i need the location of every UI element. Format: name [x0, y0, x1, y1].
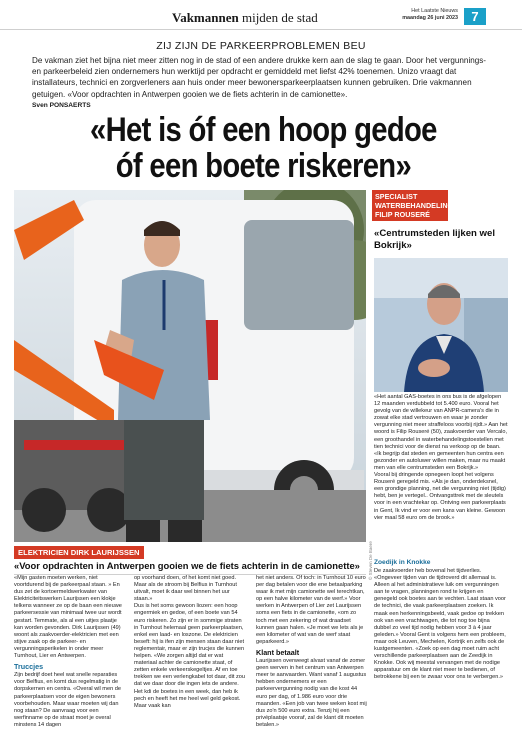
- headline-line-2: óf een boete riskeren»: [115, 147, 412, 185]
- photo-label: ELEKTRICIEN DIRK LAURIJSSEN: [14, 546, 144, 559]
- photo-quote: «Voor opdrachten in Antwerpen gooien we de fiets achterin in de camionette»: [14, 560, 366, 575]
- article-kicker: ZIJ ZIJN DE PARKEERPROBLEMEN BEU: [156, 40, 366, 52]
- main-photo: [14, 190, 366, 542]
- sidebar-subheading: Zoedijk in Knokke: [374, 559, 431, 566]
- paragraph: Zijn bedrijf doet heel wat snelle reparaties voor Belfius, en komt dus regelmatig in de dorpskernen en centra. «Overal wil men de parkeerplaatsen voor de eigen bewoners voorbehouden. Maar waar moeten wij dan nog staan? De aanvraag voor een werfinname op de straat moet je overal minstens 14 dagen: [14, 672, 121, 728]
- photo-specialist-portrait: [374, 258, 508, 392]
- paragraph: Vooral bij dringende opnegeen loopt het volgens Rouseré geregeld mis. «Als je dan, onderdeksnel, een grondige planning, net die vergunning niet (tijdig) hebt, ben je vertegel.. Ontvangsttrek met de sleutels voor in een vrachtekar op. Ontving een parkeerplaats in Gent, Ik vind er voor een kans van kleine. Gewoon vier maal 58 euro om de brook.»: [374, 472, 506, 521]
- section-title: Vakmannen mijden de stad: [172, 10, 318, 25]
- article-column-1: [14, 575, 126, 729]
- page-number: 7: [464, 8, 486, 25]
- article-lead: De vakman ziet het bijna niet meer zitten nog in de stad of een andere drukke kern aan de slag te gaan. Door het vergunnings- en parkeerbeleid zien ondernemers hun werktijd per opdracht er gemiddeld met liefst 42% toenemen. Unizo vraagt dat installateurs, technici en zorgverleners aan huis onder meer bewonersparkeerplaatsen kunnen gebruiken. Drie vakmannen getuigen. «Voor opdrachten in Antwerpen gooien we de fiets achterin in de camionette».: [32, 56, 486, 99]
- masthead: [0, 0, 522, 30]
- sidebar-text: [374, 394, 508, 522]
- headline-line-1: «Het is óf een hoop gedoe: [90, 111, 437, 149]
- sidebar-text-2: [374, 568, 508, 682]
- paragraph: «Mijn gasten moeten werken, niet voortdurend bij de parkeerpaal staan. » En dus zet de kortoermeldwerkwater van Elektriciteitswerken Laurijssen een klokje telkens wanneer ze op de baan een nieuwe parkeersessie van minimaal twee uur wordt gestart. Temmate, als al een uitjes plaatje kan worden gevonden. Dirk Laurijssen (49) woont als zaakvoerder-elektricien met een stijve zaak op de parkeer- en vergunningsperikelen in onder meer Turnhout, Lier en Antwerpen.: [14, 575, 122, 660]
- article-column-3: [256, 575, 368, 729]
- paper-name: Het Laatste Nieuws: [411, 8, 458, 14]
- subheading: Klant betaalt: [256, 647, 300, 657]
- sidebar-photo: [374, 258, 508, 392]
- paragraph: Laurijssen overweegt alvast vanaf de zomer geen werven in het centrum van Antwerpen meer te aanvaarden. Want vanaf 1 augustus hebben ondernemers er een parkeervergunning nodig van die kost 44 euro per dag, of 1.986 euro voor drie maanden. «Een job van twee weken kost mij dus zo'n 500 euro extra. Tenzij hij een privéplaatsje vooraf, zal de klant dit moeten betalen.»: [256, 658, 367, 728]
- paper-info: [392, 8, 458, 22]
- photo-electrician-with-van: [14, 190, 366, 542]
- paragraph: Dus is het soms gewoon liozen: een hoop engermiek en gedoe, of een boete van 54 euro riskeren. Zo zijn er in sommige straten in Turnhout helemaal geen parkeerplaatsen, enkel een laad- en loszone. De elektricien beseft: hij is ifen zijn mensen staan daar niet reglementair, maar er zijn trucjes die kunnen helpen. «We zorgen altijd dat er wat materiaal achter de camionette staat, of zetten enkele verkeerskegeltjes. Af en toe trekken we een verlengkabel tot daar, dit zou dat we daar door die ingen iets de andere. Het kdi de boetes in een week, dan heb ik pech en heeft het me heel wel geld gekost. Maar vaak kan: [134, 603, 246, 709]
- paragraph: het niet anders. Of toch: in Turnhout 10 euro per dag betalen voor die ene betaalparking waar ik met mijn camionette wel terechtkan, op een halve kilometer van de werf.» Voor werken in Antwerpen of Lier zet Laurijssen soms een fiets in de camionette, «om zo toch met een zekering of wat draadset kunnen gaan halen. «Je moet we lets als je een kilometer of wat van de werf staat geparkeerd.»: [256, 575, 366, 645]
- paragraph: De zaakvoerder heb bovenal het tijdverlies. «Ongeveer tijden van de tijdroverd dit allemaal is. Alleen al het administratieve luik om vergunningen aan te vragen, planningen rond te krijgen en genegeld ook boetes aan te vechten. Laat staan voor de technici, die vaak parkeerplaatsen zoeken. Ik maak een herkenningsbeeld, vaak gedoe op trekken ook van een vrachtwagen, die tot nog toe bijna dubbel zo veel tijd nodig hebben voor 3 à 4 jaar geleden.» Vooral Gent is volgens hem een probleem, maar ook Leuven, Mechelen, Kortrijk en zelfs ook de kustgemeenten. «Zoek op een dag moet ruim acht verschillende parkeerplaatsen aan de Zeedijk in Knokke. Ook wij meestal vervangen met de nodige apparatuur om de klant niet meer te bedienen, of betrokkene bij een te zwaar voor ons te verbergen.»: [374, 568, 506, 681]
- issue-date: maandag 26 juni 2023: [402, 15, 458, 21]
- article-column-2: [134, 575, 246, 710]
- paragraph: «Het aantal GAS-boetes in ons bus is de afgelopen 12 maanden verdubbeld tot 5.400 euro. Vooral het gevolg van de willekeur van ANPR-camera's die in zowat elke stad vertrouwen en waar je zonder vergunning niet meer straffeloos voorbij rijdt.» Aan het woord is Filip Rouseré (50), zaakvoerder van Vercalo, een groothandel in waterbehandelingstoestellen met tien technici voor de dienst na verkoop op de baan. «Ik begrijp dat steden en gemeenten hun centra een gezonder en autoluwer willen maken, maar nu maakt men van elle centrumsteden een Bokrijk.»: [374, 394, 508, 471]
- article-headline: [14, 112, 513, 184]
- sidebar-label: SPECIALIST WATERBEHANDELING FILIP ROUSERÉ: [372, 190, 448, 221]
- paragraph: op voorhand doen, of het komt niet goed. Maar als de stroom bij Belfius in Turnhout uitvalt, moet ik daar wel binnen het uur staan.»: [134, 575, 237, 603]
- photo-credit: © Steven De Baere: [368, 541, 373, 580]
- subheading: Truccjes: [14, 662, 44, 672]
- sidebar-quote: «Centrumsteden lijken wel Bokrijk»: [374, 228, 496, 251]
- article-byline: Sven PONSAERTS: [32, 102, 91, 109]
